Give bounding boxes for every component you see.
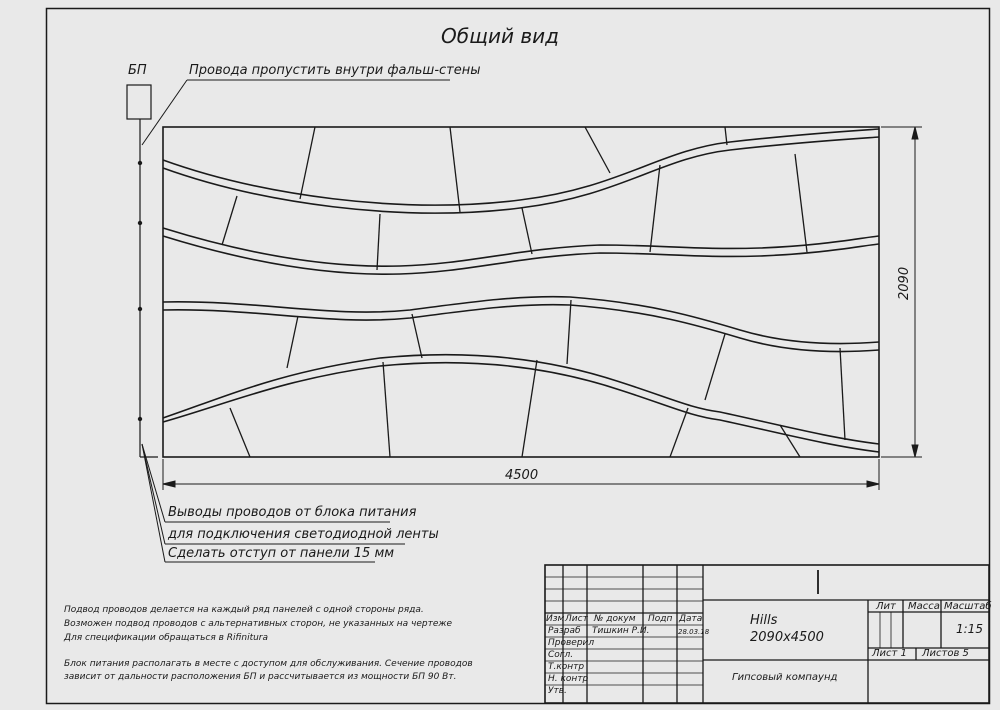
- dimension-width-label: 4500: [505, 468, 539, 483]
- tb-date: 28.03.18: [678, 628, 710, 636]
- tb-product-size: 2090x4500: [750, 630, 824, 645]
- note-line: Блок питания располагать в месте с доступом для обслуживания. Сечение проводов: [64, 659, 473, 669]
- tb-header-list: Лист: [565, 614, 588, 624]
- note-line: Для спецификации обращаться в Rifinitura: [64, 633, 269, 643]
- wiring: [127, 85, 158, 457]
- tb-scale-header: Масштаб: [944, 601, 992, 612]
- wave-seams: [163, 129, 879, 452]
- tile-joints: [222, 127, 845, 457]
- tb-developer: Тишкин Р.И.: [592, 626, 650, 636]
- note-line: Возможен подвод проводов с альтернативных сторон, не указанных на чертеже: [64, 619, 453, 629]
- tb-header-izm: Изм: [546, 614, 565, 624]
- wire-output-point: [138, 417, 142, 421]
- tb-role: Т.контр: [548, 662, 585, 672]
- wire-output-point: [138, 221, 142, 225]
- power-supply-box: [127, 85, 151, 119]
- tb-header-doc: № докум: [594, 614, 636, 624]
- leader-lines: [142, 80, 450, 562]
- callout-output-line-2: для подключения светодиодной ленты: [168, 527, 439, 542]
- note-line: Подвод проводов делается на каждый ряд панелей с одной стороны ряда.: [64, 605, 424, 615]
- tb-product-name: Hills: [750, 613, 778, 628]
- tb-lit-header: Лит: [876, 601, 896, 612]
- tb-role: Н. контр: [548, 674, 589, 684]
- drawing-title: Общий вид: [441, 24, 559, 48]
- tb-role: Согл.: [548, 650, 574, 660]
- tb-mass-header: Масса: [908, 601, 940, 612]
- tb-role: Проверил: [548, 638, 595, 648]
- callout-output-line-1: Выводы проводов от блока питания: [168, 505, 417, 520]
- sheet-frame: [47, 9, 990, 704]
- tb-header-date: Дата: [679, 614, 703, 624]
- power-supply-label: БП: [128, 63, 147, 78]
- dimension-height-label: 2090: [897, 266, 912, 300]
- tb-scale: 1:15: [956, 622, 983, 636]
- tb-header-sign: Подп: [648, 614, 673, 624]
- callout-output-line-3: Сделать отступ от панели 15 мм: [168, 546, 395, 561]
- wire-output-point: [138, 307, 142, 311]
- tb-role: Утв.: [548, 686, 567, 696]
- callout-wires-inside: Провода пропустить внутри фальш-стены: [189, 63, 481, 78]
- tb-sheets: Листов 5: [922, 648, 969, 659]
- tb-role: Разраб: [548, 626, 581, 636]
- note-line: зависит от дальности расположения БП и рассчитывается из мощности БП 90 Вт.: [64, 672, 457, 682]
- tb-sheet: Лист 1: [872, 648, 907, 659]
- panel-outline: [163, 127, 879, 457]
- tb-material: Гипсовый компаунд: [732, 672, 838, 683]
- wire-output-point: [138, 161, 142, 165]
